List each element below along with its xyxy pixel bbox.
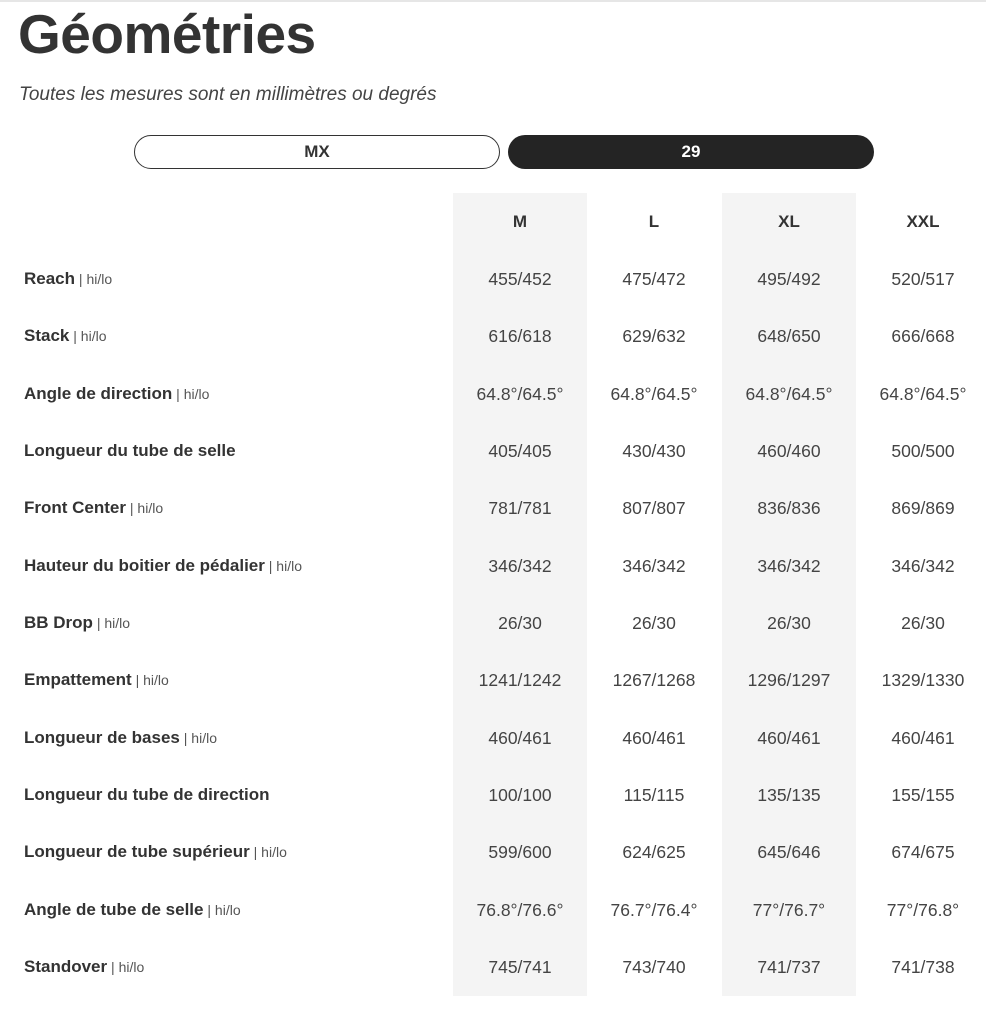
- row-label-separator: |: [75, 271, 87, 287]
- table-cell-xxl: 155/155: [891, 785, 955, 805]
- row-label: [24, 726, 217, 750]
- table-cell-m: 26/30: [498, 613, 542, 633]
- table-cell-xl: 1296/1297: [747, 670, 831, 690]
- table-cell-xl: 836/836: [757, 498, 821, 518]
- table-cell-m: 346/342: [488, 556, 552, 576]
- table-cell-xxl: 869/869: [891, 498, 955, 518]
- table-cell-xxl: 460/461: [891, 728, 955, 748]
- table-cell-xl: 135/135: [757, 785, 821, 805]
- row-label: [24, 554, 302, 578]
- row-label-mode: hi/lo: [80, 328, 107, 344]
- table-cell-xl: 77°/76.7°: [752, 900, 826, 920]
- table-cell-l: 629/632: [622, 326, 686, 346]
- table-cell-l: 460/461: [622, 728, 686, 748]
- table-cell-l: 26/30: [632, 613, 676, 633]
- table-cell-m: 1241/1242: [478, 670, 562, 690]
- row-label-separator: |: [92, 615, 105, 631]
- table-cell-m: 76.8°/76.6°: [476, 900, 564, 920]
- table-cell-m: 599/600: [488, 842, 552, 862]
- page-title: Géométries: [18, 3, 316, 65]
- table-cell-m: 405/405: [488, 441, 552, 461]
- table-cell-xl: 460/461: [757, 728, 821, 748]
- toggle-29-button[interactable]: 29: [508, 135, 874, 169]
- row-label-name: Longueur du tube de direction: [24, 785, 270, 804]
- table-cell-m: 455/452: [488, 269, 552, 289]
- column-highlight-m: [453, 193, 587, 996]
- row-label-mode: hi/lo: [276, 558, 302, 574]
- row-label-separator: |: [249, 844, 262, 860]
- row-label-mode: hi/lo: [118, 959, 145, 975]
- row-label-name: Longueur du tube de selle: [24, 441, 236, 460]
- table-cell-l: 1267/1268: [612, 670, 696, 690]
- table-cell-m: 100/100: [488, 785, 552, 805]
- table-cell-xxl: 1329/1330: [881, 670, 965, 690]
- table-cell-xl: 495/492: [757, 269, 821, 289]
- table-cell-m: 745/741: [488, 957, 552, 977]
- row-label-name: Front Center: [24, 498, 126, 517]
- table-cell-xxl: 346/342: [891, 556, 955, 576]
- table-cell-xxl: 741/738: [891, 957, 955, 977]
- table-cell-l: 346/342: [622, 556, 686, 576]
- size-header-m: M: [512, 212, 528, 231]
- table-cell-xxl: 520/517: [891, 269, 955, 289]
- size-header-l: L: [648, 212, 660, 231]
- row-label-mode: hi/lo: [261, 844, 287, 860]
- row-label-separator: |: [264, 558, 277, 574]
- table-cell-l: 475/472: [622, 269, 686, 289]
- row-label-separator: |: [69, 328, 81, 344]
- table-cell-l: 64.8°/64.5°: [610, 384, 698, 404]
- table-cell-xl: 64.8°/64.5°: [745, 384, 833, 404]
- size-header-xxl: XXL: [906, 212, 940, 231]
- table-cell-l: 115/115: [623, 785, 685, 805]
- row-label-mode: hi/lo: [214, 902, 241, 918]
- row-label: [24, 496, 163, 520]
- table-cell-m: 616/618: [488, 326, 552, 346]
- size-header-xl: XL: [778, 212, 800, 231]
- row-label-mode: hi/lo: [86, 271, 113, 287]
- row-label: [24, 898, 241, 922]
- row-label: [24, 668, 169, 692]
- row-label-separator: |: [107, 959, 119, 975]
- row-label-name: BB Drop: [24, 613, 93, 632]
- row-label-separator: |: [172, 386, 184, 402]
- row-label-name: Angle de tube de selle: [24, 900, 204, 919]
- column-highlight-xl: [722, 193, 856, 996]
- table-cell-xxl: 674/675: [891, 842, 955, 862]
- table-cell-m: 460/461: [488, 728, 552, 748]
- row-label: [24, 324, 106, 348]
- table-cell-xl: 645/646: [757, 842, 821, 862]
- row-label-separator: |: [179, 730, 192, 746]
- row-label-name: Hauteur du boitier de pédalier: [24, 556, 265, 575]
- table-cell-m: 64.8°/64.5°: [476, 384, 564, 404]
- row-label-mode: hi/lo: [183, 386, 210, 402]
- row-label-separator: |: [126, 500, 138, 516]
- row-label-name: Longueur de tube supérieur: [24, 842, 250, 861]
- row-label-mode: hi/lo: [143, 672, 169, 688]
- page-subtitle: Toutes les mesures sont en millimètres ou degrés: [19, 84, 437, 105]
- table-cell-xl: 460/460: [757, 441, 821, 461]
- row-label: [24, 439, 236, 463]
- row-label-name: Angle de direction: [24, 384, 173, 403]
- row-label-separator: |: [203, 902, 215, 918]
- table-cell-xl: 26/30: [767, 613, 811, 633]
- row-label: [24, 783, 270, 807]
- toggle-mx-button[interactable]: MX: [134, 135, 500, 169]
- row-label: [24, 840, 287, 864]
- row-label-mode: hi/lo: [137, 500, 164, 516]
- table-cell-l: 76.7°/76.4°: [610, 900, 698, 920]
- table-cell-xxl: 500/500: [891, 441, 955, 461]
- table-cell-xl: 741/737: [757, 957, 821, 977]
- table-cell-l: 624/625: [622, 842, 686, 862]
- row-label-name: Longueur de bases: [24, 728, 180, 747]
- table-cell-xxl: 26/30: [901, 613, 945, 633]
- row-label-name: Empattement: [24, 670, 132, 689]
- row-label-name: Reach: [24, 269, 76, 288]
- table-cell-l: 807/807: [622, 498, 686, 518]
- table-cell-l: 743/740: [622, 957, 686, 977]
- table-cell-xxl: 666/668: [891, 326, 955, 346]
- row-label: [24, 611, 130, 635]
- row-label-name: Stack: [24, 326, 70, 345]
- table-cell-xxl: 77°/76.8°: [886, 900, 960, 920]
- table-cell-l: 430/430: [622, 441, 686, 461]
- row-label-separator: |: [131, 672, 144, 688]
- row-label-mode: hi/lo: [191, 730, 217, 746]
- row-label-name: Standover: [24, 957, 108, 976]
- row-label: [24, 267, 112, 291]
- table-cell-m: 781/781: [488, 498, 552, 518]
- table-cell-xl: 648/650: [757, 326, 821, 346]
- table-cell-xxl: 64.8°/64.5°: [879, 384, 967, 404]
- row-label: [24, 955, 144, 979]
- row-label: [24, 382, 209, 406]
- row-label-mode: hi/lo: [104, 615, 131, 631]
- table-cell-xl: 346/342: [757, 556, 821, 576]
